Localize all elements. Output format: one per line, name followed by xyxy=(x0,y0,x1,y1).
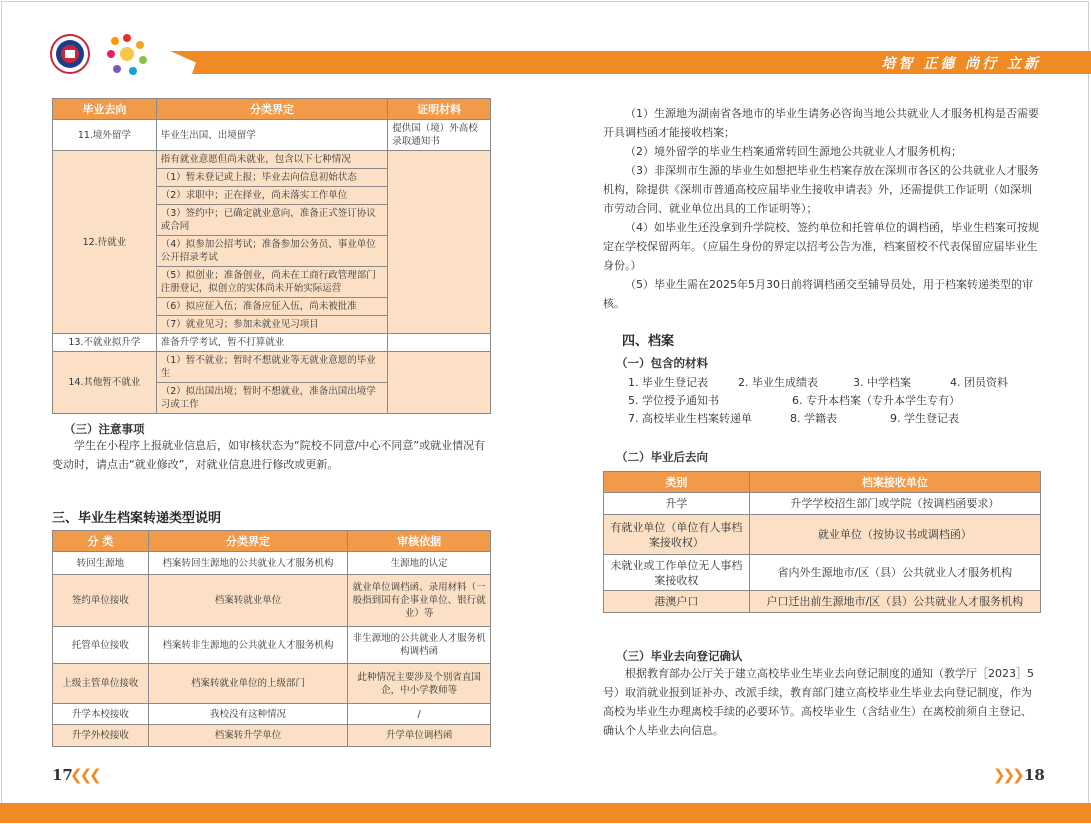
chevron-right-icon: ❯❯❯ xyxy=(993,766,1022,784)
table-cell: 11.境外留学 xyxy=(53,120,157,151)
table-cell: 提供国（境）外高校录取通知书 xyxy=(388,120,491,151)
table-cell: 未就业或工作单位无人事档案接收权 xyxy=(604,555,750,591)
table-cell: 此种情况主要涉及个别省直国企，中小学教师等 xyxy=(348,664,491,704)
table-cell: 户口迁出前生源地市/区（县）公共就业人才服务机构 xyxy=(749,591,1040,613)
table-cell: 非生源地的公共就业人才服务机构调档函 xyxy=(348,627,491,664)
note-paragraph: （4）如毕业生还没拿到升学院校、签约单位和托管单位的调档函，毕业生档案可按规定在学校保留两年。（应届生身份的界定以招考公告为准，档案留校不代表保留应届毕业生身份。） xyxy=(603,221,1039,272)
col-header: 毕业去向 xyxy=(53,99,157,120)
col-header: 类别 xyxy=(604,472,750,493)
col-header: 分 类 xyxy=(53,531,149,552)
materials-list xyxy=(628,374,1048,430)
table-cell: 托管单位接收 xyxy=(53,627,149,664)
section3-heading: 三、毕业生档案转递类型说明 xyxy=(52,511,222,526)
archive-transfer-table xyxy=(52,530,491,747)
table-cell: 升学本校接收 xyxy=(53,704,149,725)
table-cell: （5）拟创业；准备创业，尚未在工商行政管理部门注册登记，拟创立的实体尚未开始实际运营 xyxy=(156,267,387,298)
table-cell: 档案转就业单位 xyxy=(148,575,348,627)
table-cell: 签约单位接收 xyxy=(53,575,149,627)
table-cell: （1）暂未登记或上报；毕业去向信息初始状态 xyxy=(156,169,387,187)
table-cell: 档案转回生源地的公共就业人才服务机构 xyxy=(148,552,348,575)
list-item: 2. 毕业生成绩表 xyxy=(738,376,818,389)
col-header: 档案接收单位 xyxy=(749,472,1040,493)
note-paragraph: （5）毕业生需在2025年5月30日前将调档函交至辅导员处，用于档案转递类型的审核。 xyxy=(603,278,1033,310)
table-cell: / xyxy=(348,704,491,725)
table-cell: 指有就业意愿但尚未就业，包含以下七种情况 xyxy=(156,151,387,169)
school-emblem-logo xyxy=(50,34,90,74)
table-cell: 有就业单位（单位有人事档案接收权） xyxy=(604,515,750,555)
registration-body: 根据教育部办公厅关于建立高校毕业生毕业去向登记制度的通知（教学厅［2023］5号）取消就业报到证补办、改派手续，教育部门建立高校毕业生毕业去向登记制度，作为高校为毕业生办理离校手续的必要环节。高校毕业生（含结业生）在离校前须自主登记、确认个人毕业去向信息。 xyxy=(603,667,1034,737)
table-cell: 转回生源地 xyxy=(53,552,149,575)
notes-body: 学生在小程序上报就业信息后，如审核状态为“院校不同意/中心不同意”或就业情况有变动时，请点击“就业修改”，对就业信息进行修改或更新。 xyxy=(52,439,486,471)
note-paragraph: （3）非深圳市生源的毕业生如想把毕业生档案存放在深圳市各区的公共就业人才服务机构，除提供《深圳市普通高校应届毕业生接收申请表》外，还需提供工作证明（如深圳市劳动合同、就业单位出具的工作证明等）； xyxy=(603,164,1039,215)
list-item: 5. 学位授予通知书 xyxy=(628,394,719,407)
list-item: 6. 专升本档案（专升本学生专有） xyxy=(792,394,960,407)
table-cell: 省内外生源地市/区（县）公共就业人才服务机构 xyxy=(749,555,1040,591)
col-header: 证明材料 xyxy=(388,99,491,120)
destination-heading: （二）毕业后去向 xyxy=(616,450,708,464)
list-item: 9. 学生登记表 xyxy=(890,412,959,425)
list-item: 4. 团员资料 xyxy=(950,376,1008,389)
table-cell: 就业单位调档函、录用材料（一般指到国有企事业单位、银行就业）等 xyxy=(348,575,491,627)
col-header: 审核依据 xyxy=(348,531,491,552)
table-cell: （1）暂不就业；暂时不想就业等无就业意愿的毕业生 xyxy=(156,352,387,383)
table-cell: 上级主管单位接收 xyxy=(53,664,149,704)
table-cell: 升学学校招生部门或学院（按调档函要求） xyxy=(749,493,1040,515)
chevron-left-icon: ❮❮❮ xyxy=(70,766,99,784)
table-cell: 生源地的认定 xyxy=(348,552,491,575)
table-cell: （2）拟出国出境；暂时不想就业，准备出国出境学习或工作 xyxy=(156,383,387,414)
table-cell: （7）就业见习；参加未就业见习项目 xyxy=(156,316,387,334)
registration-heading: （三）毕业去向登记确认 xyxy=(616,649,743,663)
table-cell: 14.其他暂不就业 xyxy=(53,352,157,414)
table-cell: 我校没有这种情况 xyxy=(148,704,348,725)
page-number-right: 18 xyxy=(1024,766,1045,784)
table-cell: 档案转就业单位的上级部门 xyxy=(148,664,348,704)
table-cell-empty xyxy=(388,334,491,352)
notes-heading: （三）注意事项 xyxy=(64,422,145,436)
list-item: 7. 高校毕业生档案转递单 xyxy=(628,412,752,425)
list-item: 3. 中学档案 xyxy=(853,376,911,389)
table-cell: （6）拟应征入伍；准备应征入伍，尚未被批准 xyxy=(156,298,387,316)
section4-heading: 四、档案 xyxy=(622,334,675,349)
table-cell-empty xyxy=(388,352,491,414)
table-cell-empty xyxy=(388,151,491,334)
footer-orange-band xyxy=(0,803,1091,823)
table-cell: 13.不就业拟升学 xyxy=(53,334,157,352)
table-cell: 升学外校接收 xyxy=(53,725,149,747)
list-item: 1. 毕业生登记表 xyxy=(628,376,708,389)
note-paragraph: （2）境外留学的毕业生档案通常转回生源地公共就业人才服务机构； xyxy=(625,145,962,158)
table-cell: 升学单位调档函 xyxy=(348,725,491,747)
table-cell: 港澳户口 xyxy=(604,591,750,613)
table-cell: 就业单位（按协议书或调档函） xyxy=(749,515,1040,555)
list-item: 8. 学籍表 xyxy=(790,412,837,425)
table-cell: 档案转升学单位 xyxy=(148,725,348,747)
col-header: 分类界定 xyxy=(156,99,387,120)
table-cell: 12.待就业 xyxy=(53,151,157,334)
table-cell: 准备升学考试，暂不打算就业 xyxy=(156,334,387,352)
page-number-left: 17 xyxy=(52,766,73,784)
graduation-destination-table xyxy=(52,98,491,414)
header-motto: 培智 正德 尚行 立新 xyxy=(881,56,1041,72)
table-cell: （2）求职中；正在择业，尚未落实工作单位 xyxy=(156,187,387,205)
note-paragraph: （1）生源地为湖南省各地市的毕业生请务必咨询当地公共就业人才服务机构是否需要开具调档函才能接收档案； xyxy=(603,107,1039,139)
right-notes xyxy=(603,104,1041,313)
colorful-people-logo xyxy=(105,32,149,76)
table-cell: 升学 xyxy=(604,493,750,515)
col-header: 分类界定 xyxy=(148,531,348,552)
table-cell: 毕业生出国、出境留学 xyxy=(156,120,387,151)
materials-heading: （一）包含的材料 xyxy=(616,356,708,370)
table-cell: （3）签约中；已确定就业意向，准备正式签订协议或合同 xyxy=(156,205,387,236)
archive-receiver-table xyxy=(603,471,1041,613)
table-cell: 档案转非生源地的公共就业人才服务机构 xyxy=(148,627,348,664)
table-cell: （4）拟参加公招考试；准备参加公务员、事业单位公开招录考试 xyxy=(156,236,387,267)
